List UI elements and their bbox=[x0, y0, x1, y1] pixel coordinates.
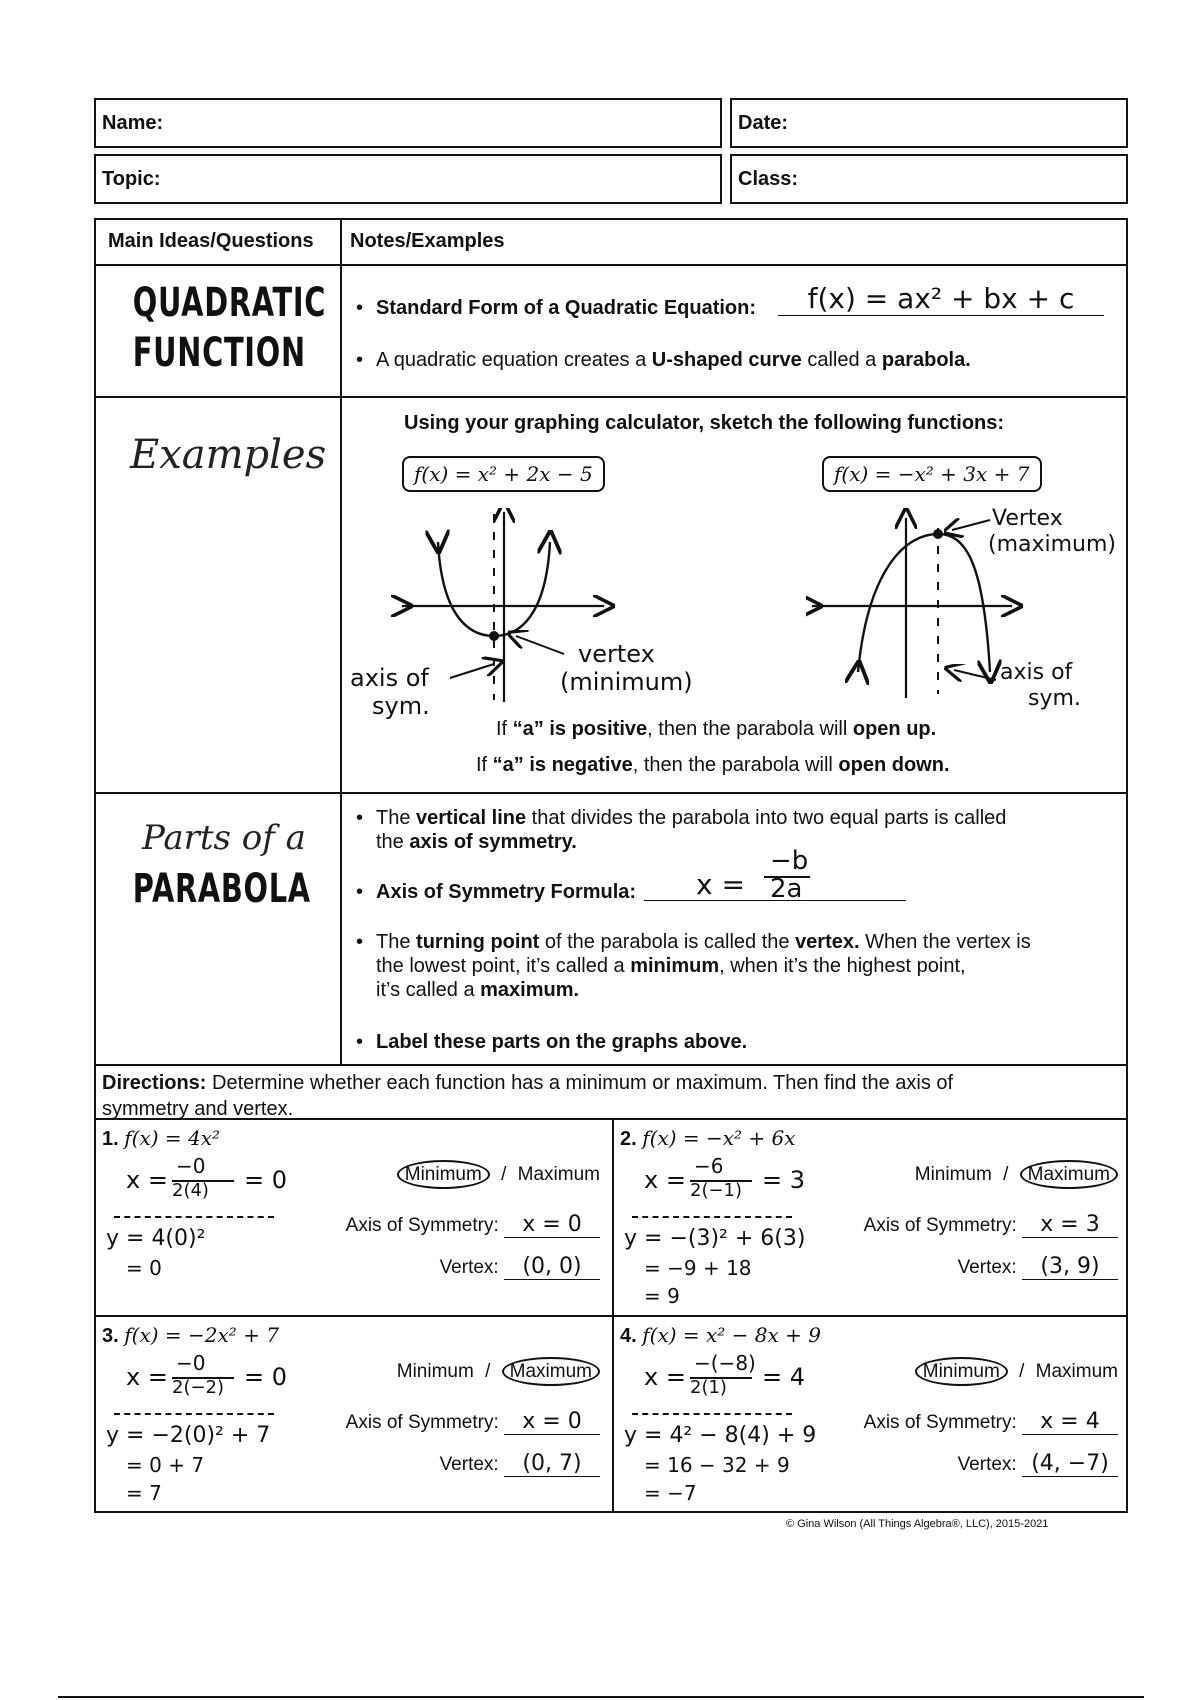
graph2-vertex-arrow bbox=[944, 514, 994, 538]
work-line-2: y = 4² − 8(4) + 9 bbox=[624, 1423, 817, 1448]
min-max-choice[interactable]: Minimum / Maximum bbox=[915, 1361, 1118, 1383]
work-line-1: x = −(−8) 2(1) = 4 bbox=[644, 1351, 806, 1398]
axis-of-symmetry-row: Axis of Symmetry: x = 3 bbox=[864, 1212, 1118, 1238]
graph2-axis-label: axis of sym. bbox=[1000, 660, 1081, 711]
maximum-option[interactable]: Maximum bbox=[1020, 1160, 1118, 1189]
vertex-row: Vertex: (0, 0) bbox=[440, 1254, 600, 1280]
work-line-4: = −7 bbox=[644, 1481, 697, 1505]
work-line-4: = 9 bbox=[644, 1284, 680, 1308]
work-line-3: = 16 − 32 + 9 bbox=[644, 1453, 790, 1477]
work-line-1: x = −0 2(−2) = 0 bbox=[126, 1351, 288, 1398]
work-line-1: x = −6 2(−1) = 3 bbox=[644, 1154, 806, 1201]
page-bottom-rule bbox=[58, 1696, 1144, 1698]
work-line-3: = 0 bbox=[126, 1256, 162, 1280]
work-divider bbox=[114, 1413, 274, 1415]
minimum-option[interactable]: Minimum bbox=[914, 1164, 992, 1185]
work-divider bbox=[114, 1216, 274, 1218]
graph2-vertex-label: Vertex (maximum) bbox=[988, 506, 1117, 557]
vertex-answer[interactable]: (4, −7) bbox=[1022, 1451, 1118, 1477]
min-max-choice[interactable]: Minimum / Maximum bbox=[397, 1164, 600, 1186]
date-field[interactable] bbox=[730, 98, 1128, 148]
axis-of-symmetry-row: Axis of Symmetry: x = 0 bbox=[346, 1212, 600, 1238]
name-label: Name: bbox=[102, 112, 164, 134]
date-label: Date: bbox=[738, 112, 789, 134]
maximum-option[interactable]: Maximum bbox=[502, 1357, 600, 1386]
topic-field[interactable] bbox=[94, 154, 722, 204]
section-title-parabola: PARABOLA bbox=[132, 866, 311, 912]
work-line-3: = 0 + 7 bbox=[126, 1453, 205, 1477]
function-box-1: f(x) = x² + 2x − 5 bbox=[402, 456, 605, 492]
section-title-examples: Examples bbox=[130, 432, 327, 478]
graphing-instruction: Using your graphing calculator, sketch the following functions: bbox=[404, 412, 1005, 434]
graph1-vertex-arrow bbox=[508, 630, 568, 660]
axis-of-symmetry-answer[interactable]: x = 4 bbox=[1022, 1409, 1118, 1435]
minimum-option[interactable]: Minimum bbox=[396, 1361, 474, 1382]
column-heading-notes: Notes/Examples bbox=[350, 230, 505, 252]
problem-cell bbox=[96, 1120, 610, 1314]
problem-heading: 3. f(x) = −2x² + 7 bbox=[102, 1323, 279, 1347]
axis-of-symmetry-answer[interactable]: x = 0 bbox=[504, 1409, 600, 1435]
label-parts-bullet: • Label these parts on the graphs above. bbox=[376, 1030, 747, 1054]
axis-formula-answer: x = −b 2a bbox=[644, 848, 906, 901]
topic-label: Topic: bbox=[102, 168, 161, 190]
vertex-answer[interactable]: (3, 9) bbox=[1022, 1254, 1118, 1280]
function-box-2: f(x) = −x² + 3x + 7 bbox=[822, 456, 1042, 492]
column-heading-main-ideas: Main Ideas/Questions bbox=[108, 230, 314, 252]
axis-of-symmetry-definition: • The vertical line that divides the parabola into two equal parts is called the axis of symmetry. bbox=[376, 806, 1096, 854]
maximum-option[interactable]: Maximum bbox=[517, 1164, 600, 1185]
standard-form-label: Standard Form of a Quadratic Equation: bbox=[376, 297, 757, 319]
vertex-row: Vertex: (0, 7) bbox=[440, 1451, 600, 1477]
standard-form-bullet bbox=[376, 296, 756, 320]
vertex-answer[interactable]: (0, 7) bbox=[504, 1451, 600, 1477]
copyright-footer: © Gina Wilson (All Things Algebra®, LLC), 2015-2021 bbox=[786, 1518, 1049, 1530]
graph1-axis-arrow bbox=[446, 656, 506, 686]
axis-of-symmetry-answer[interactable]: x = 0 bbox=[504, 1212, 600, 1238]
vertex-row: Vertex: (4, −7) bbox=[958, 1451, 1118, 1477]
graph1-vertex-label: vertex (minimum) bbox=[560, 640, 693, 696]
vertex-row: Vertex: (3, 9) bbox=[958, 1254, 1118, 1280]
class-field[interactable] bbox=[730, 154, 1128, 204]
work-line-2: y = −2(0)² + 7 bbox=[106, 1423, 271, 1448]
problem-heading: 4. f(x) = x² − 8x + 9 bbox=[620, 1323, 821, 1347]
minimum-option[interactable]: Minimum bbox=[915, 1357, 1008, 1386]
standard-form-answer: f(x) = ax² + bx + c bbox=[778, 282, 1104, 316]
axis-of-symmetry-answer[interactable]: x = 3 bbox=[1022, 1212, 1118, 1238]
section-title-function: FUNCTION bbox=[132, 330, 306, 376]
min-max-choice[interactable]: Minimum / Maximum bbox=[397, 1361, 600, 1383]
rule-negative-a: If “a” is negative, then the parabola will open down. bbox=[476, 754, 950, 776]
axis-formula-bullet: • Axis of Symmetry Formula: bbox=[376, 880, 636, 904]
vertex-definition: • The turning point of the parabola is called the vertex. When the vertex is the lowest point, it’s called a minimum, when it’s the highest point, it’s called a maximum. bbox=[376, 930, 1116, 1002]
minimum-option[interactable]: Minimum bbox=[397, 1160, 490, 1189]
name-field[interactable] bbox=[94, 98, 722, 148]
section-title-parts-of-a: Parts of a bbox=[142, 818, 306, 858]
vertex-answer[interactable]: (0, 0) bbox=[504, 1254, 600, 1280]
work-line-2: y = −(3)² + 6(3) bbox=[624, 1226, 806, 1251]
problem-cell bbox=[614, 1317, 1128, 1511]
graph1-axis-label: axis of sym. bbox=[350, 664, 430, 720]
problem-heading: 2. f(x) = −x² + 6x bbox=[620, 1126, 796, 1150]
work-divider bbox=[632, 1216, 792, 1218]
work-line-2: y = 4(0)² bbox=[106, 1226, 206, 1251]
directions-text: Directions: Determine whether each function has a minimum or maximum. Then find the axis of symmetry and vertex. bbox=[102, 1072, 954, 1120]
class-label: Class: bbox=[738, 168, 799, 190]
work-line-4: = 7 bbox=[126, 1481, 162, 1505]
axis-of-symmetry-row: Axis of Symmetry: x = 4 bbox=[864, 1409, 1118, 1435]
work-line-1: x = −0 2(4) = 0 bbox=[126, 1154, 288, 1201]
work-line-3: = −9 + 18 bbox=[644, 1256, 752, 1280]
parabola-definition-bullet: • A quadratic equation creates a U-shaped curve called a parabola. bbox=[376, 348, 971, 372]
min-max-choice[interactable]: Minimum / Maximum bbox=[915, 1164, 1118, 1186]
axis-of-symmetry-row: Axis of Symmetry: x = 0 bbox=[346, 1409, 600, 1435]
graph2-axis-arrow bbox=[944, 664, 1000, 688]
section-title-quadratic: QUADRATIC bbox=[132, 280, 327, 326]
work-divider bbox=[632, 1413, 792, 1415]
rule-positive-a: If “a” is positive, then the parabola will open up. bbox=[496, 718, 937, 740]
maximum-option[interactable]: Maximum bbox=[1035, 1361, 1118, 1382]
problem-cell bbox=[96, 1317, 610, 1511]
problem-heading: 1. f(x) = 4x² bbox=[102, 1126, 221, 1150]
problem-cell bbox=[614, 1120, 1128, 1314]
